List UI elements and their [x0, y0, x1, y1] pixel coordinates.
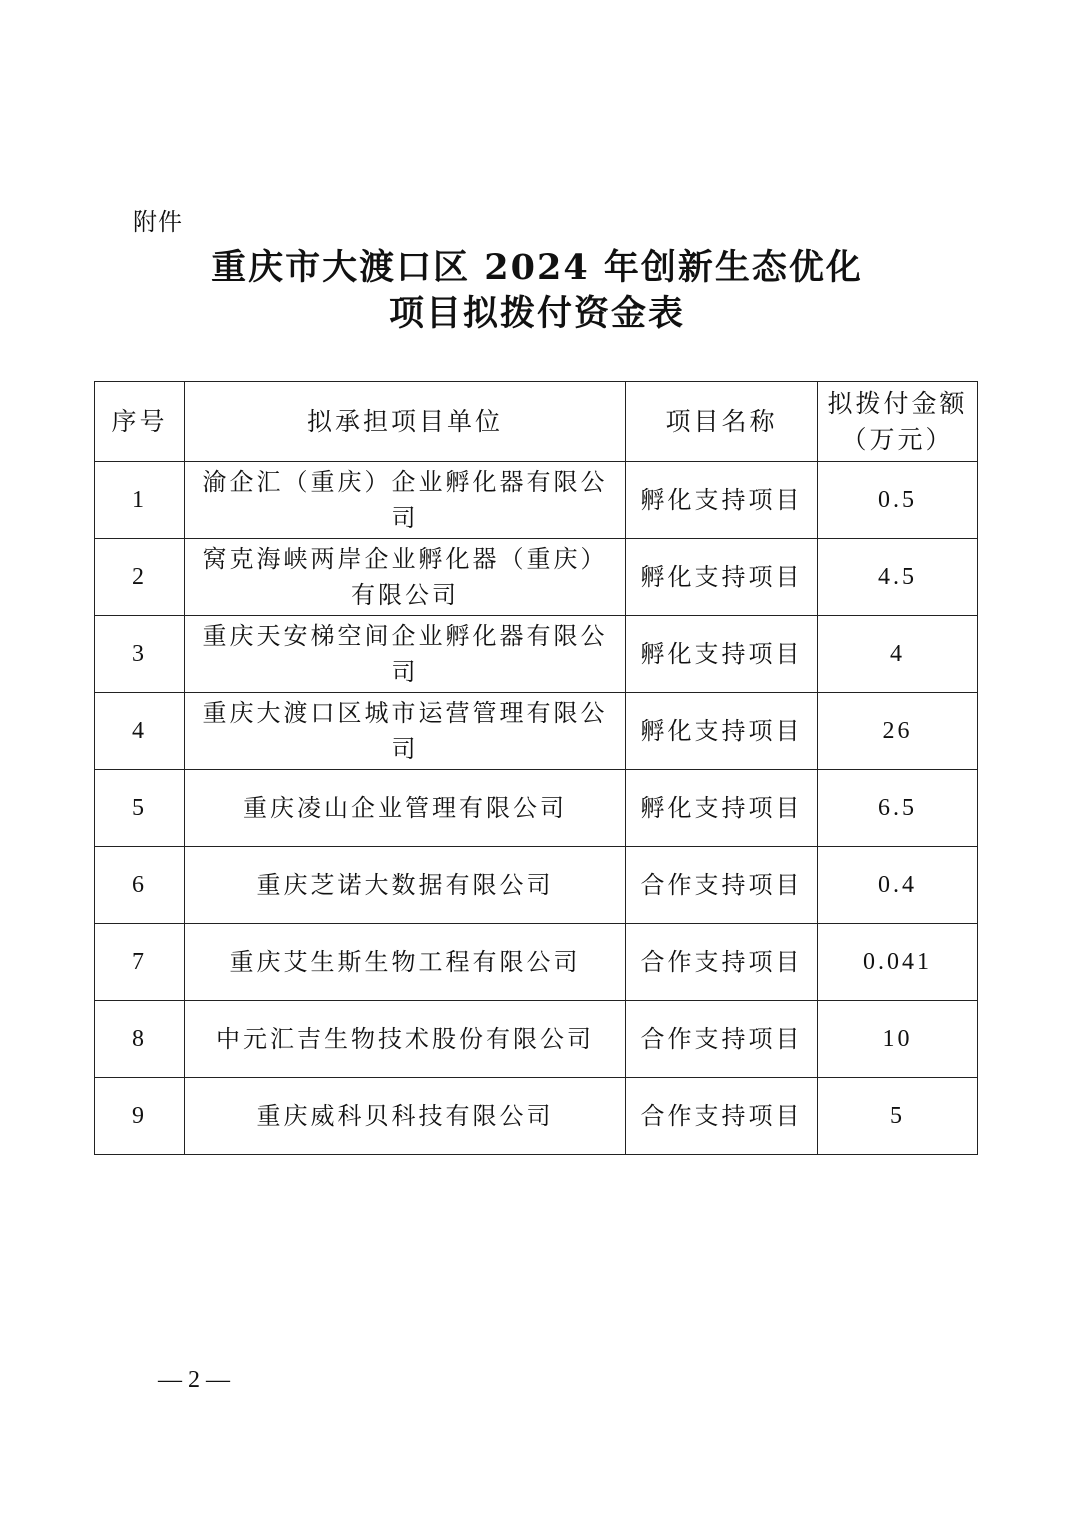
- table-row: [95, 616, 978, 693]
- funding-table: [94, 381, 978, 1155]
- row-serial-no: 2: [95, 539, 185, 616]
- row-project-name: 合作支持项目: [626, 1078, 818, 1155]
- table-row: [95, 462, 978, 539]
- row-amount: 0.4: [818, 847, 978, 924]
- table-row: [95, 924, 978, 1001]
- row-serial-no: 3: [95, 616, 185, 693]
- row-unit: 重庆芝诺大数据有限公司: [185, 847, 626, 924]
- row-project-name: 合作支持项目: [626, 924, 818, 1001]
- row-project-name: 合作支持项目: [626, 1001, 818, 1078]
- row-amount: 5: [818, 1078, 978, 1155]
- row-project-name: 孵化支持项目: [626, 770, 818, 847]
- row-unit: 重庆天安梯空间企业孵化器有限公司: [185, 616, 626, 693]
- row-serial-no: 8: [95, 1001, 185, 1078]
- table-row: [95, 770, 978, 847]
- table-row: [95, 539, 978, 616]
- row-project-name: 孵化支持项目: [626, 616, 818, 693]
- row-serial-no: 6: [95, 847, 185, 924]
- table-row: [95, 693, 978, 770]
- attachment-label: 附件: [133, 208, 183, 236]
- row-unit: 重庆艾生斯生物工程有限公司: [185, 924, 626, 1001]
- row-serial-no: 4: [95, 693, 185, 770]
- row-unit: 渝企汇（重庆）企业孵化器有限公司: [185, 462, 626, 539]
- row-project-name: 合作支持项目: [626, 847, 818, 924]
- row-project-name: 孵化支持项目: [626, 539, 818, 616]
- row-serial-no: 5: [95, 770, 185, 847]
- document-title-line-1: 重庆市大渡口区 2024 年创新生态优化: [211, 247, 863, 288]
- row-serial-no: 9: [95, 1078, 185, 1155]
- row-amount: 0.041: [818, 924, 978, 1001]
- row-unit: 中元汇吉生物技术股份有限公司: [185, 1001, 626, 1078]
- header-unit: 拟承担项目单位: [185, 382, 626, 462]
- row-amount: 4: [818, 616, 978, 693]
- row-unit: 重庆凌山企业管理有限公司: [185, 770, 626, 847]
- header-project-name: 项目名称: [626, 382, 818, 462]
- header-amount: 拟拨付金额（万元）: [818, 382, 978, 462]
- row-unit: 重庆威科贝科技有限公司: [185, 1078, 626, 1155]
- header-serial-no: 序号: [95, 382, 185, 462]
- document-title-line-2: 项目拟拨付资金表: [388, 293, 685, 334]
- table-header-row: [95, 382, 978, 462]
- row-amount: 10: [818, 1001, 978, 1078]
- table-row: [95, 847, 978, 924]
- page-number: — 2 —: [158, 1367, 230, 1393]
- row-project-name: 孵化支持项目: [626, 462, 818, 539]
- row-serial-no: 7: [95, 924, 185, 1001]
- row-serial-no: 1: [95, 462, 185, 539]
- row-amount: 0.5: [818, 462, 978, 539]
- row-project-name: 孵化支持项目: [626, 693, 818, 770]
- table-row: [95, 1001, 978, 1078]
- row-unit: 窝克海峡两岸企业孵化器（重庆）有限公司: [185, 539, 626, 616]
- table-row: [95, 1078, 978, 1155]
- row-amount: 4.5: [818, 539, 978, 616]
- row-amount: 26: [818, 693, 978, 770]
- row-amount: 6.5: [818, 770, 978, 847]
- row-unit: 重庆大渡口区城市运营管理有限公司: [185, 693, 626, 770]
